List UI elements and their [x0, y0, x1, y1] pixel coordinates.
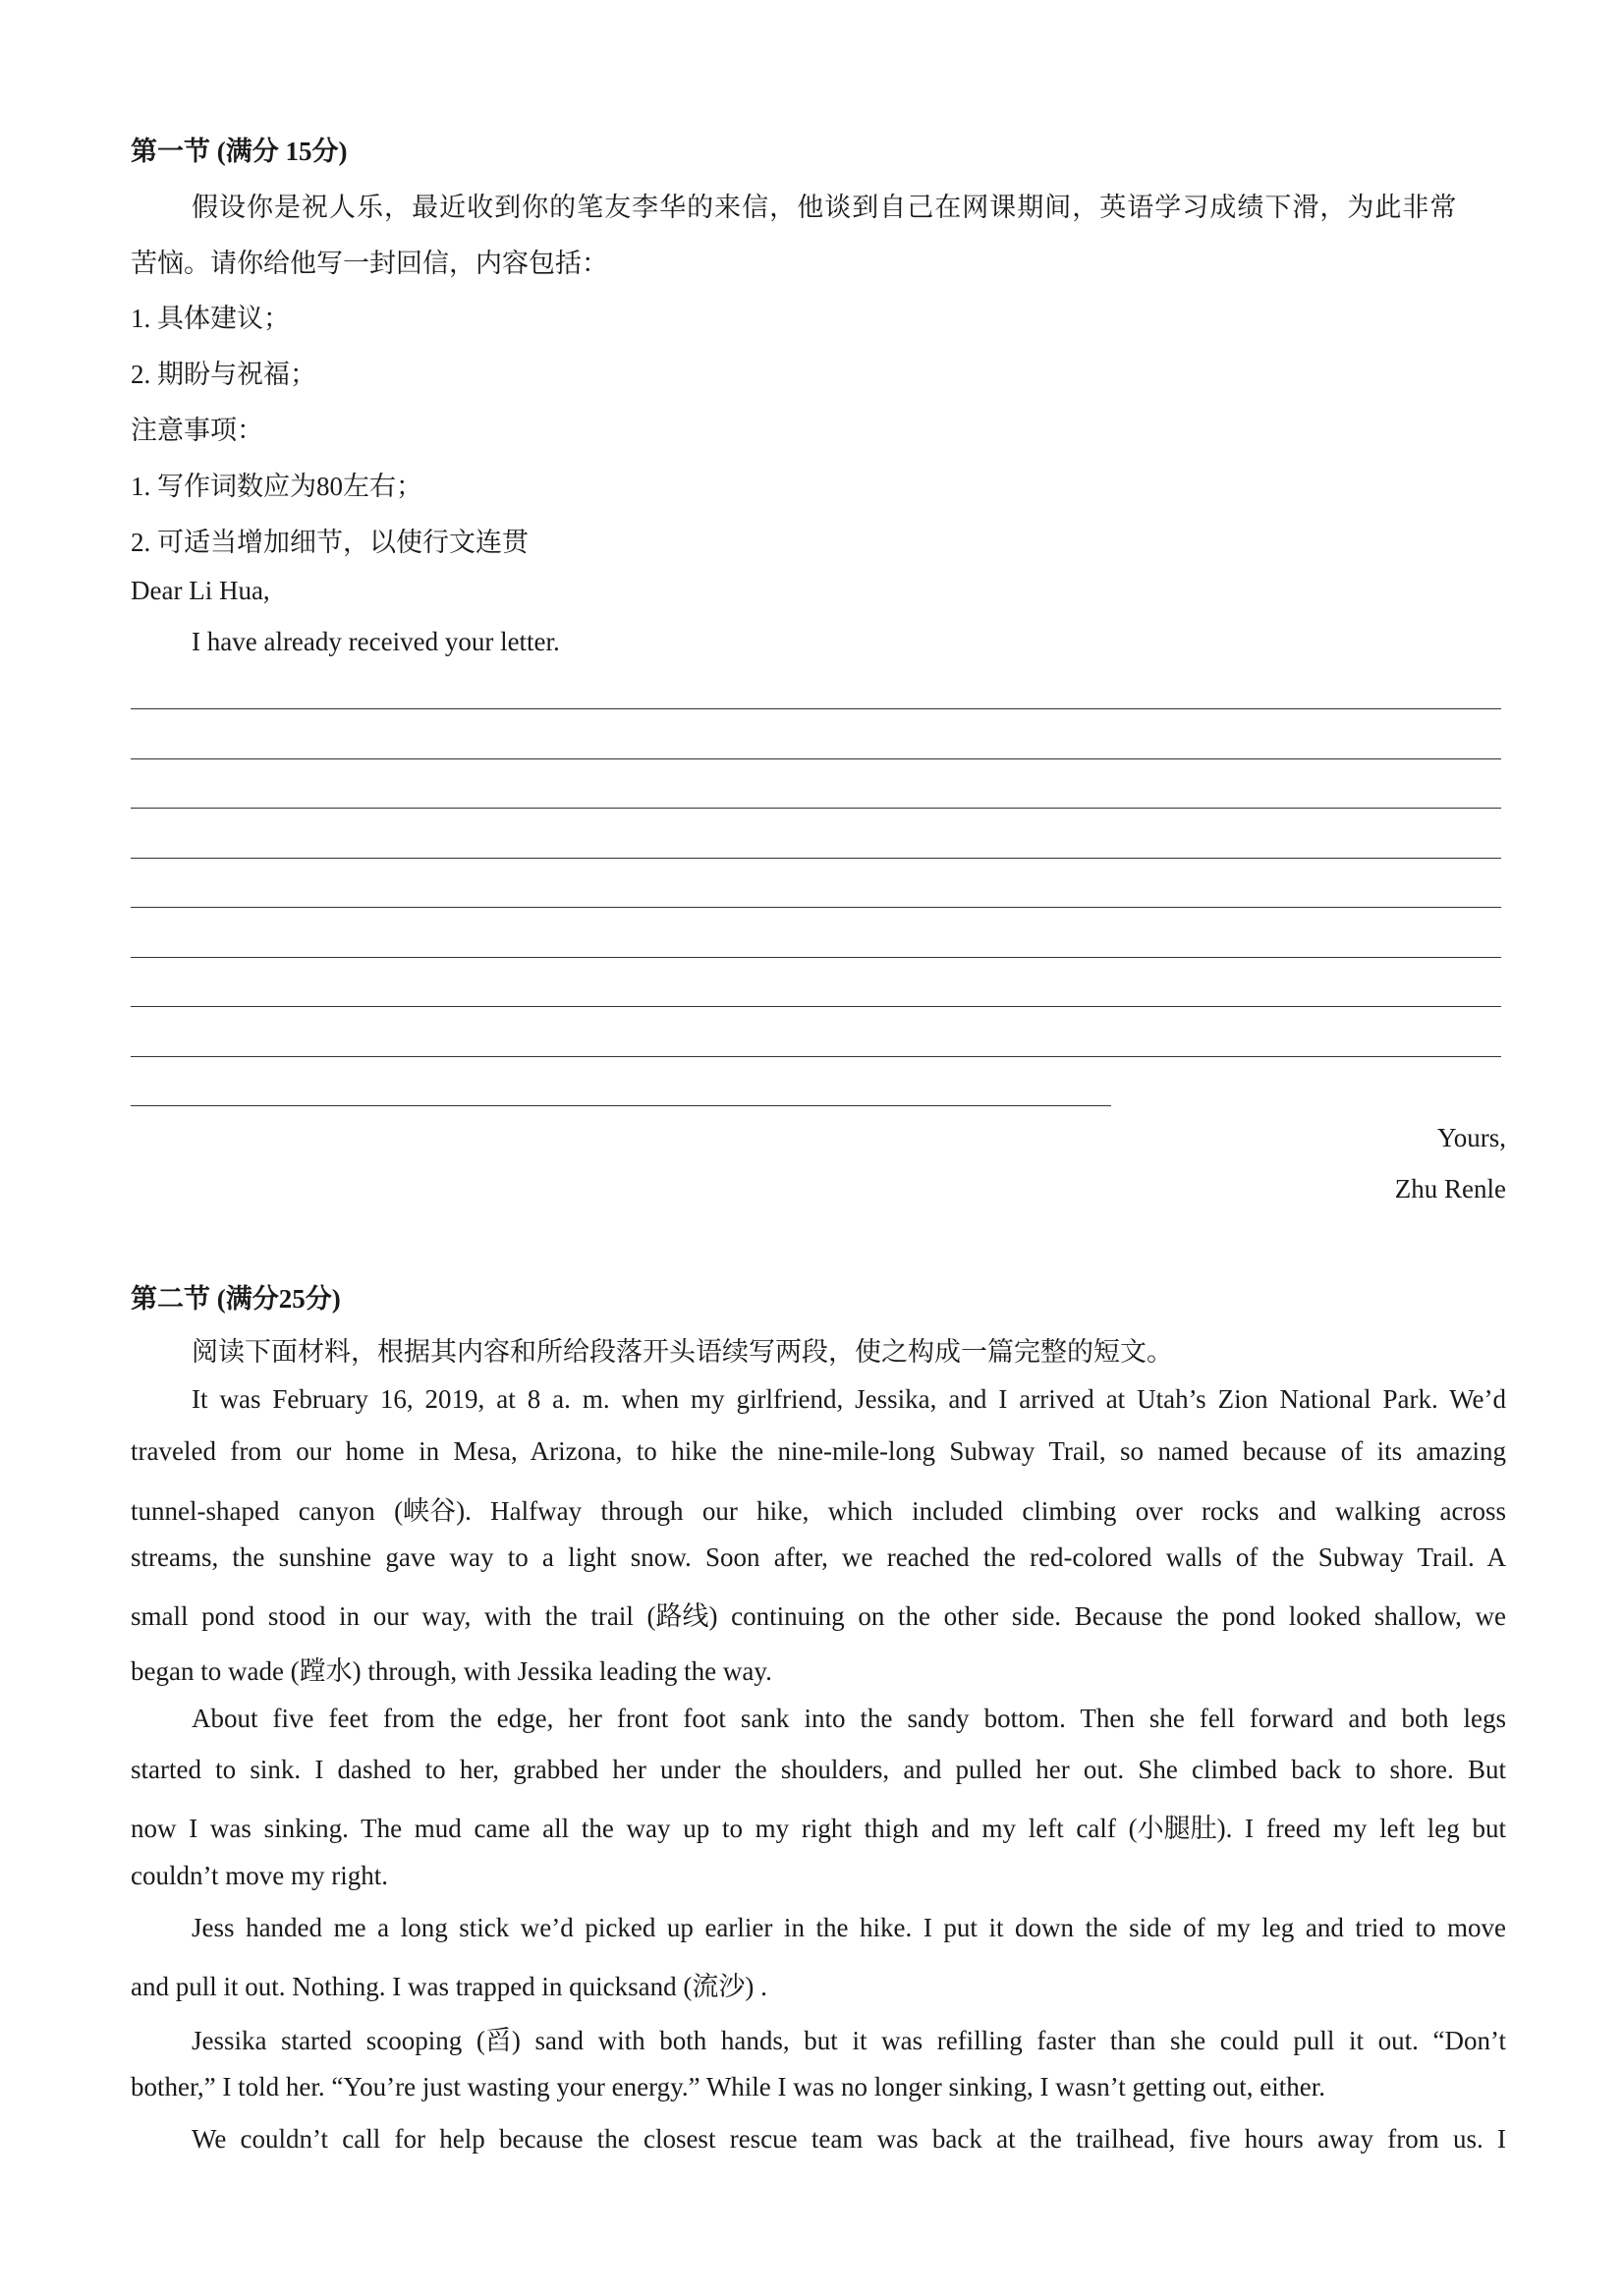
section2-instruction: 阅读下面材料，根据其内容和所给段落开头语续写两段，使之构成一篇完整的短文。 — [192, 1337, 1173, 1367]
passage-line — [131, 1595, 1506, 1633]
prompt-line-1 — [192, 186, 1506, 224]
note-item-1: 1. 写作词数应为80左右； — [131, 472, 422, 501]
prompt-text-1: 假设你是祝人乐，最近收到你的笔友李华的来信，他谈到自己在网课期间，英语学习成绩下滑，为此非常 — [192, 193, 1458, 222]
passage-text: started to sink. I dashed to her, grabbed her under the shoulders, and pulled her out. She climbed back to shore. But — [131, 1755, 1506, 1784]
passage-text: We couldn’t call for help because the closest rescue team was back at the trailhead, five hours away from us. I — [192, 2124, 1506, 2154]
passage-text: small pond stood in our way, with the trail (路线) continuing on the other side. Because the pond looked shallow, we — [131, 1601, 1506, 1631]
passage-text: Jess handed me a long stick we’d picked up earlier in the hike. I put it down the side of my leg and tried to move — [192, 1913, 1506, 1942]
passage-line — [131, 1489, 1506, 1528]
letter-closing: Yours, — [1436, 1123, 1506, 1152]
letter-opening: I have already received your letter. — [192, 627, 560, 656]
notes-label: 注意事项： — [131, 416, 263, 445]
letter-signature: Zhu Renle — [1394, 1174, 1506, 1204]
answer-line[interactable] — [131, 708, 1501, 709]
passage-line — [192, 2019, 1506, 2057]
passage-line — [131, 1542, 1506, 1573]
letter-greeting: Dear Li Hua, — [131, 576, 270, 605]
note-item-2: 2. 可适当增加细节，以使行文连贯 — [131, 528, 529, 557]
section1-heading: 第一节 (满分 15分) — [131, 137, 348, 166]
answer-line[interactable] — [131, 758, 1501, 759]
passage-text: streams, the sunshine gave way to a light snow. Soon after, we reached the red-colored walls of the Subway Trail. A — [131, 1542, 1506, 1572]
answer-line[interactable] — [131, 808, 1501, 809]
passage-line — [131, 1436, 1506, 1467]
passage-text: tunnel-shaped canyon (峡谷). Halfway through our hike, which included climbing over rocks and walking across — [131, 1496, 1506, 1526]
answer-line[interactable] — [131, 957, 1501, 958]
passage-text: traveled from our home in Mesa, Arizona, to hike the nine-mile-long Subway Trail, so named because of its amazing — [131, 1436, 1506, 1466]
passage-line: bother,” I told her. “You’re just wasting your energy.” While I was no longer sinking, I wasn’t getting out, either. — [131, 2072, 1325, 2101]
answer-line[interactable] — [131, 1056, 1501, 1057]
passage-text: Jessika started scooping (舀) sand with both hands, but it was refilling faster than she could pull it out. “Don’t — [192, 2026, 1506, 2055]
passage-line: couldn’t move my right. — [131, 1861, 388, 1890]
content-item-2: 2. 期盼与祝福； — [131, 360, 316, 389]
passage-text: It was February 16, 2019, at 8 a. m. when my girlfriend, Jessika, and I arrived at Utah’s Zion National Park. We’d — [192, 1384, 1506, 1414]
passage-line — [131, 1755, 1506, 1785]
passage-line — [192, 1704, 1506, 1734]
content-item-1: 1. 具体建议； — [131, 304, 290, 333]
passage-line — [192, 2124, 1506, 2155]
passage-line — [131, 1807, 1506, 1845]
passage-line: and pull it out. Nothing. I was trapped in quicksand (流沙) . — [131, 1972, 767, 2001]
passage-text: About five feet from the edge, her front foot sank into the sandy bottom. Then she fell forward and both legs — [192, 1704, 1506, 1733]
prompt-line-2: 苦恼。请你给他写一封回信，内容包括： — [131, 249, 608, 278]
passage-text: now I was sinking. The mud came all the way up to my right thigh and my left calf (小腿肚). I freed my left leg but — [131, 1814, 1506, 1843]
answer-line[interactable] — [131, 907, 1501, 908]
answer-line[interactable] — [131, 1006, 1501, 1007]
answer-line[interactable] — [131, 858, 1501, 859]
passage-line — [192, 1913, 1506, 1943]
section2-heading: 第二节 (满分25分) — [131, 1284, 341, 1314]
passage-line: began to wade (蹚水) through, with Jessika leading the way. — [131, 1656, 772, 1686]
passage-line — [192, 1384, 1506, 1415]
answer-line[interactable] — [131, 1105, 1111, 1106]
